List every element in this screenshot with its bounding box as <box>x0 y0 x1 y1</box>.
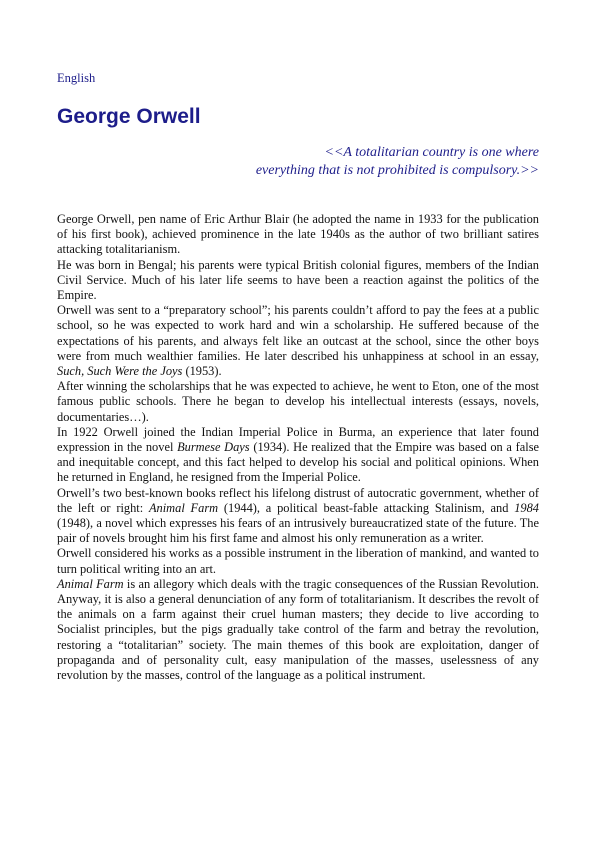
paragraph-2 <box>57 258 539 304</box>
paragraph-5 <box>57 425 539 486</box>
paragraph-6 <box>57 486 539 547</box>
paragraph-4 <box>57 379 539 425</box>
book-title: Animal Farm <box>57 576 124 591</box>
paragraph-text: Orwell was sent to a “preparatory school”; his parents couldn’t afford to pay the fees at a public school, so he was expected to work hard and win a scholarship. He suffered because of the expectations of his parents, and always felt like an outcast at the school, since the other boys were from much wealthier families. He later described his unhappiness at school in an essay, <box>57 303 539 363</box>
paragraph-text: He was born in Bengal; his parents were typical British colonial figures, members of the Indian Civil Service. Much of his later life seems to have been a reaction against the politics of the Empire. <box>57 257 539 303</box>
subject-label: English <box>57 71 96 85</box>
paragraph-text: Orwell considered his works as a possible instrument in the liberation of mankind, and wanted to turn political writing into an art. <box>57 546 539 576</box>
paragraph-text: Orwell’s two best-known books reflect his lifelong distrust of autocratic government, whether of the left or right: <box>57 485 539 515</box>
paragraph-text: In 1922 Orwell joined the Indian Imperial Police in Burma, an experience that later found expression in the novel <box>57 424 539 455</box>
paragraph-text: (1953). <box>182 364 222 379</box>
paragraph-text: (1944), a political beast-fable attacking Stalinism, and <box>218 500 515 515</box>
paragraph-text: After winning the scholarships that he was expected to achieve, he went to Eton, one of the most famous public schools. There he began to develop his intellectual interests (essays, novels, documentaries…). <box>57 379 539 424</box>
paragraph-text: George Orwell, pen name of Eric Arthur Blair (he adopted the name in 1933 for the publication of his first book), achieved prominence in the late 1940s as the author of two brilliant satires attacking totalitarianism. <box>57 212 539 257</box>
paragraph-8 <box>57 577 539 683</box>
paragraph-7 <box>57 546 539 576</box>
paragraph-text: (1948), a novel which expresses his fears of an intrusively bureaucratized state of the future. The pair of novels brought him his first fame and almost his only remuneration as a writer. <box>57 516 539 546</box>
book-title: Such, Such Were the Joys <box>57 364 183 379</box>
paragraph-text: is an allegory which deals with the tragic consequences of the Russian Revolution. Anyway, it is also a general denunciation of any form of totalitarianism. It describes the revolt of the animals on a farm against their cruel human masters; they decide to live according to Socialist principles, but the pigs gradually take control of the farm and betray the revolution, restoring a “totalitarian” society. The main themes of this book are exploitation, danger of propaganda and of personality cult, easy manipulation of the masses, uselessness of any revolution by the masses, control of the language as a political instrument. <box>57 576 539 683</box>
paragraph-3 <box>57 303 539 379</box>
quote-line-1: <<A totalitarian country is one where <box>324 145 539 160</box>
epigraph-quote <box>57 144 539 179</box>
book-title: Burmese Days <box>177 440 250 455</box>
body-text <box>57 212 539 683</box>
book-title: Animal Farm <box>148 500 219 515</box>
document-page <box>57 70 539 683</box>
book-title: 1984 <box>514 500 539 515</box>
quote-line-2: everything that is not prohibited is compulsory.>> <box>255 162 539 178</box>
paragraph-1 <box>57 212 539 258</box>
paragraph-text: (1934). He realized that the Empire was based on a false and inequitable concept, and this fact helped to develop his social and political opinions. When he returned in England, he resigned from the Imperial Police. <box>57 440 540 485</box>
page-title: George Orwell <box>57 105 201 128</box>
